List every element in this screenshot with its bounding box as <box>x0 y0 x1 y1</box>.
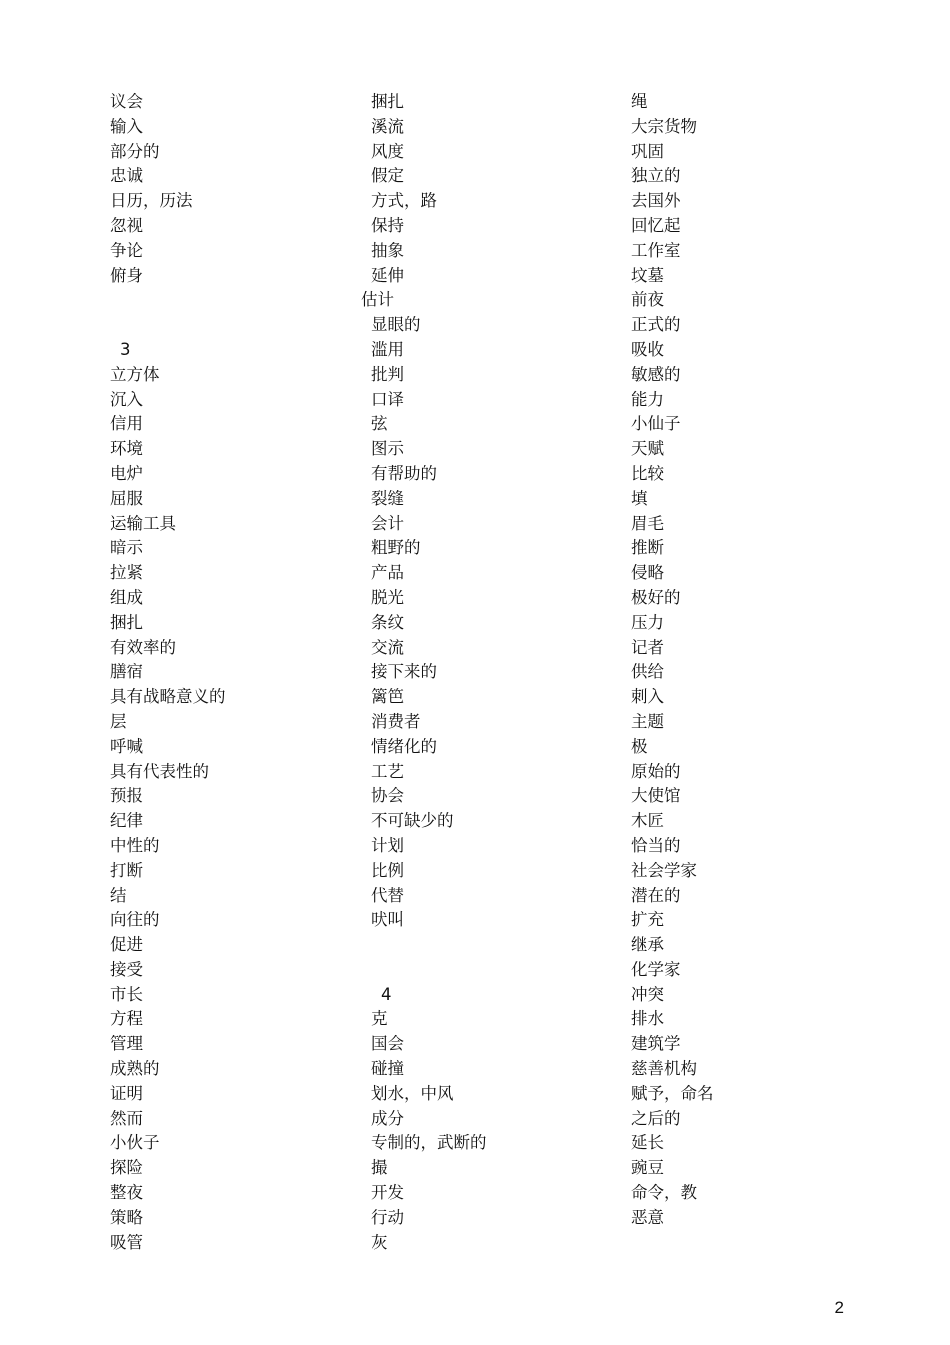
word-entry: 假定 <box>371 166 404 186</box>
word-entry: 暗示 <box>110 538 143 558</box>
word-entry: 估计 <box>361 290 394 310</box>
page-number: 2 <box>834 1298 844 1317</box>
word-entry: 俯身 <box>110 265 143 285</box>
word-entry: 策略 <box>110 1207 143 1227</box>
word-entry: 敏感的 <box>631 364 681 384</box>
word-entry: 小仙子 <box>631 414 681 434</box>
word-entry: 滥用 <box>371 339 404 359</box>
word-entry: 管理 <box>110 1034 143 1054</box>
word-entry: 条纹 <box>371 612 404 632</box>
word-entry: 情绪化的 <box>371 736 437 756</box>
word-entry: 探险 <box>110 1158 143 1178</box>
word-entry: 刺入 <box>631 687 664 707</box>
word-entry: 立方体 <box>110 364 160 384</box>
word-entry: 接下来的 <box>371 662 437 682</box>
word-entry: 慈善机构 <box>631 1059 697 1079</box>
word-entry: 打断 <box>110 860 143 880</box>
word-entry: 工作室 <box>631 240 681 260</box>
word-entry: 捆扎 <box>110 612 143 632</box>
word-column-1 <box>110 90 226 1255</box>
word-entry: 中性的 <box>110 835 160 855</box>
word-entry: 开发 <box>371 1183 404 1203</box>
word-entry: 扩充 <box>631 910 664 930</box>
blank-line <box>110 288 226 313</box>
word-entry: 溪流 <box>371 116 404 136</box>
word-entry: 主题 <box>631 711 664 731</box>
word-entry: 恶意 <box>631 1207 664 1227</box>
word-entry: 去国外 <box>631 191 681 211</box>
word-entry: 巩固 <box>631 141 664 161</box>
section-number: 4 <box>381 984 392 1004</box>
word-entry: 吸管 <box>110 1232 143 1252</box>
word-entry: 侵略 <box>631 563 664 583</box>
blank-line <box>371 933 487 958</box>
word-entry: 建筑学 <box>631 1034 681 1054</box>
word-entry: 比较 <box>631 463 664 483</box>
word-entry: 忠诚 <box>110 166 143 186</box>
word-entry: 推断 <box>631 538 664 558</box>
word-entry: 然而 <box>110 1108 143 1128</box>
word-entry: 克 <box>371 1009 388 1029</box>
word-entry: 有效率的 <box>110 637 176 657</box>
word-entry: 比例 <box>371 860 404 880</box>
word-entry: 延长 <box>631 1133 664 1153</box>
word-entry: 产品 <box>371 563 404 583</box>
word-entry: 交流 <box>371 637 404 657</box>
word-entry: 专制的，武断的 <box>371 1133 487 1153</box>
word-entry: 证明 <box>110 1083 143 1103</box>
word-entry: 市长 <box>110 984 143 1004</box>
word-entry: 消费者 <box>371 711 421 731</box>
word-entry: 供给 <box>631 662 664 682</box>
word-entry: 原始的 <box>631 761 681 781</box>
word-entry: 运输工具 <box>110 513 176 533</box>
word-entry: 部分的 <box>110 141 160 161</box>
word-entry: 脱光 <box>371 587 404 607</box>
word-entry: 填 <box>631 488 648 508</box>
word-entry: 吸收 <box>631 339 664 359</box>
word-entry: 命令，教 <box>631 1183 697 1203</box>
word-entry: 回忆起 <box>631 215 681 235</box>
word-entry: 灰 <box>371 1232 388 1252</box>
word-entry: 粗野的 <box>371 538 421 558</box>
word-entry: 环境 <box>110 439 143 459</box>
word-entry: 记者 <box>631 637 664 657</box>
word-entry: 社会学家 <box>631 860 697 880</box>
section-number: 3 <box>120 339 131 359</box>
word-entry: 化学家 <box>631 959 681 979</box>
word-entry: 争论 <box>110 240 143 260</box>
word-entry: 纪律 <box>110 811 143 831</box>
word-entry: 小伙子 <box>110 1133 160 1153</box>
word-entry: 能力 <box>631 389 664 409</box>
word-entry: 工艺 <box>371 761 404 781</box>
word-entry: 屈服 <box>110 488 143 508</box>
word-entry: 整夜 <box>110 1183 143 1203</box>
word-entry: 独立的 <box>631 166 681 186</box>
word-entry: 压力 <box>631 612 664 632</box>
word-entry: 沉入 <box>110 389 143 409</box>
word-entry: 风度 <box>371 141 404 161</box>
word-column-3 <box>631 90 714 1231</box>
word-entry: 计划 <box>371 835 404 855</box>
word-entry: 组成 <box>110 587 143 607</box>
word-entry: 继承 <box>631 935 664 955</box>
word-entry: 结 <box>110 885 127 905</box>
word-entry: 捆扎 <box>371 92 404 111</box>
word-entry: 向往的 <box>110 910 160 930</box>
word-entry: 延伸 <box>371 265 404 285</box>
word-entry: 接受 <box>110 959 143 979</box>
word-entry: 眉毛 <box>631 513 664 533</box>
word-entry: 大宗货物 <box>631 116 697 136</box>
word-entry: 篱笆 <box>371 687 404 707</box>
word-entry: 层 <box>110 711 127 731</box>
word-column-2 <box>361 90 487 1255</box>
word-entry: 极好的 <box>631 587 681 607</box>
word-entry: 有帮助的 <box>371 463 437 483</box>
word-entry: 大使馆 <box>631 786 681 806</box>
word-entry: 保持 <box>371 215 404 235</box>
word-entry: 行动 <box>371 1207 404 1227</box>
word-entry: 预报 <box>110 786 143 806</box>
word-entry: 具有战略意义的 <box>110 687 226 707</box>
word-entry: 赋予，命名 <box>631 1083 714 1103</box>
word-entry: 正式的 <box>631 315 681 335</box>
word-entry: 协会 <box>371 786 404 806</box>
word-entry: 坟墓 <box>631 265 664 285</box>
word-entry: 排水 <box>631 1009 664 1029</box>
word-entry: 显眼的 <box>371 315 421 335</box>
word-entry: 批判 <box>371 364 404 384</box>
word-entry: 吠叫 <box>371 910 404 930</box>
word-entry: 潜在的 <box>631 885 681 905</box>
word-entry: 划水，中风 <box>371 1083 454 1103</box>
word-entry: 膳宿 <box>110 662 143 682</box>
word-entry: 信用 <box>110 414 143 434</box>
word-entry: 恰当的 <box>631 835 681 855</box>
word-entry: 促进 <box>110 935 143 955</box>
word-entry: 碰撞 <box>371 1059 404 1079</box>
word-entry: 输入 <box>110 116 143 136</box>
word-entry: 呼喊 <box>110 736 143 756</box>
word-entry: 裂缝 <box>371 488 404 508</box>
word-entry: 前夜 <box>631 290 664 310</box>
word-entry: 成分 <box>371 1108 404 1128</box>
word-entry: 国会 <box>371 1034 404 1054</box>
word-entry: 图示 <box>371 439 404 459</box>
word-entry: 忽视 <box>110 215 143 235</box>
word-entry: 议会 <box>110 92 143 111</box>
word-entry: 天赋 <box>631 439 664 459</box>
word-entry: 豌豆 <box>631 1158 664 1178</box>
word-entry: 电炉 <box>110 463 143 483</box>
word-entry: 抽象 <box>371 240 404 260</box>
word-entry: 成熟的 <box>110 1059 160 1079</box>
word-entry: 具有代表性的 <box>110 761 209 781</box>
word-entry: 会计 <box>371 513 404 533</box>
word-entry: 代替 <box>371 885 404 905</box>
word-entry: 方程 <box>110 1009 143 1029</box>
word-entry: 口译 <box>371 389 404 409</box>
word-entry: 拉紧 <box>110 563 143 583</box>
word-entry: 日历，历法 <box>110 191 193 211</box>
word-entry: 撮 <box>371 1158 388 1178</box>
word-entry: 木匠 <box>631 811 664 831</box>
blank-line <box>371 958 487 983</box>
word-entry: 之后的 <box>631 1108 681 1128</box>
word-entry: 弦 <box>371 414 388 434</box>
blank-line <box>110 313 226 338</box>
word-entry: 方式，路 <box>371 191 437 211</box>
word-entry: 极 <box>631 736 648 756</box>
word-entry: 冲突 <box>631 984 664 1004</box>
word-entry: 不可缺少的 <box>371 811 454 831</box>
word-entry: 绳 <box>631 92 648 111</box>
